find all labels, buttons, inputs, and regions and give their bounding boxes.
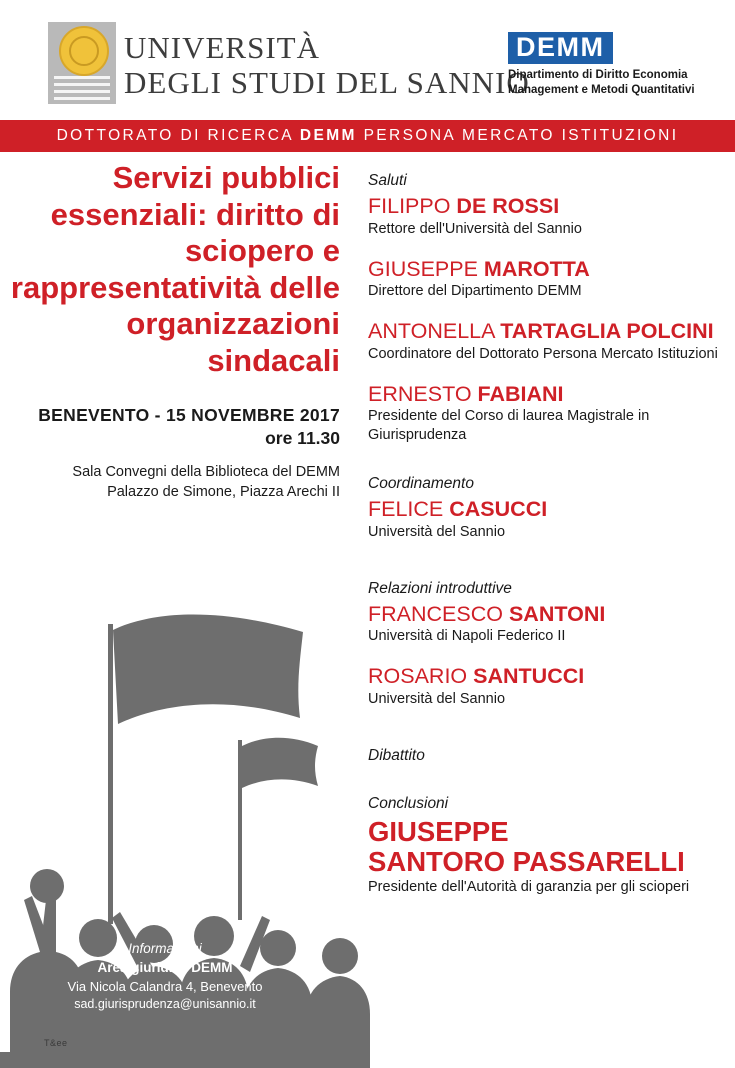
info-email: sad.giurisprudenza@unisannio.it: [74, 996, 256, 1011]
section-label-coordinamento: Coordinamento: [368, 475, 474, 493]
university-name: [124, 32, 530, 98]
speaker-entry: [368, 602, 728, 647]
university-crest-logo: [48, 22, 116, 104]
closing-speaker-first-name: GIUSEPPE: [368, 815, 509, 847]
event-venue: [0, 463, 352, 502]
poster-header: [0, 0, 735, 120]
contact-info-block: [20, 940, 310, 1013]
info-address: Via Nicola Calandra 4, Benevento: [67, 978, 263, 994]
speaker-name: [368, 602, 728, 627]
speaker-role: Rettore dell'Università del Sannio: [368, 220, 582, 237]
speaker-role: Università del Sannio: [368, 523, 506, 540]
info-office: Area giuridica DEMM: [97, 959, 233, 975]
speaker-last-name: FABIANI: [477, 381, 564, 406]
speaker-role: Presidente del Corso di laurea Magistrale in Giurisprudenza: [368, 408, 650, 444]
speaker-first-name: FELICE: [368, 497, 450, 522]
crest-lines-decoration: [54, 76, 110, 100]
speaker-entry: [368, 382, 728, 445]
event-city-date: BENEVENTO - 15 NOVEMBRE 2017: [38, 405, 340, 426]
speaker-name: [368, 194, 728, 219]
program-banner-text: [57, 127, 679, 145]
speaker-first-name: FRANCESCO: [368, 601, 509, 626]
event-title: Servizi pubblici essenziali: diritto di sciopero e rappresentatività delle organizzazioni sindacali: [10, 160, 340, 378]
section-label-saluti: Saluti: [368, 172, 407, 189]
demm-subtitle-line2: Management e Metodi Quantitativi: [508, 83, 695, 96]
speaker-role: Università del Sannio: [368, 690, 506, 707]
university-name-line2: DEGLI STUDI DEL SANNIO: [124, 64, 530, 100]
speaker-first-name: ANTONELLA: [368, 319, 501, 344]
closing-speaker-entry: [368, 817, 728, 897]
demm-logo-mark: DEMM: [508, 32, 613, 64]
closing-speaker-name: [368, 817, 728, 878]
venue-line1: Sala Convegni della Biblioteca del DEMM: [72, 464, 340, 481]
speaker-name: [368, 257, 728, 282]
speaker-name: [368, 497, 728, 522]
banner-bold-text: DEMM: [299, 127, 357, 144]
university-name-line1: UNIVERSITÀ: [124, 30, 320, 65]
speaker-entry: [368, 257, 728, 302]
speaker-first-name: ERNESTO: [368, 381, 478, 406]
demm-subtitle-line1: Dipartimento di Diritto Economia: [508, 69, 688, 82]
speaker-last-name: CASUCCI: [449, 497, 548, 522]
event-hour: ore 11.30: [265, 428, 340, 449]
speaker-last-name: MAROTTA: [483, 256, 590, 281]
event-date-block: [0, 405, 352, 449]
demm-department-logo: [508, 32, 718, 97]
info-label: Informazioni: [128, 941, 202, 956]
speaker-entry: [368, 319, 728, 364]
designer-credit: T&ee: [44, 1038, 68, 1048]
speaker-entry: [368, 194, 728, 239]
section-label-relazioni: Relazioni introduttive: [368, 579, 512, 597]
closing-speaker-last-name: SANTORO PASSARELLI: [368, 846, 685, 878]
speaker-last-name: SANTUCCI: [473, 664, 585, 689]
speaker-role: Università di Napoli Federico II: [368, 628, 566, 645]
section-label-dibattito: Dibattito: [368, 746, 425, 764]
speaker-first-name: ROSARIO: [368, 664, 474, 689]
speaker-entry: [368, 497, 728, 542]
event-details-column: [0, 160, 352, 503]
section-label-conclusioni: Conclusioni: [368, 794, 449, 812]
demm-subtitle: [508, 68, 718, 97]
speaker-name: [368, 382, 728, 407]
speaker-first-name: FILIPPO: [368, 194, 457, 218]
venue-line2: Palazzo de Simone, Piazza Arechi II: [107, 484, 340, 501]
speaker-name: [368, 319, 728, 344]
speaker-last-name: TARTAGLIA POLCINI: [500, 319, 714, 344]
speaker-entry: [368, 664, 728, 709]
crest-seal-icon: [59, 26, 109, 76]
speaker-first-name: GIUSEPPE: [368, 256, 484, 281]
program-column: [368, 172, 728, 901]
banner-post-text: PERSONA MERCATO ISTITUZIONI: [356, 127, 679, 144]
banner-pre-text: DOTTORATO DI RICERCA: [56, 127, 300, 144]
speaker-last-name: SANTONI: [508, 601, 606, 626]
speaker-last-name: DE ROSSI: [456, 194, 560, 218]
closing-speaker-role: Presidente dell'Autorità di garanzia per gli scioperi: [368, 879, 690, 896]
program-banner: [0, 120, 735, 152]
speaker-name: [368, 664, 728, 689]
speaker-role: Coordinatore del Dottorato Persona Mercato Istituzioni: [368, 345, 718, 362]
speaker-role: Direttore del Dipartimento DEMM: [368, 283, 582, 300]
